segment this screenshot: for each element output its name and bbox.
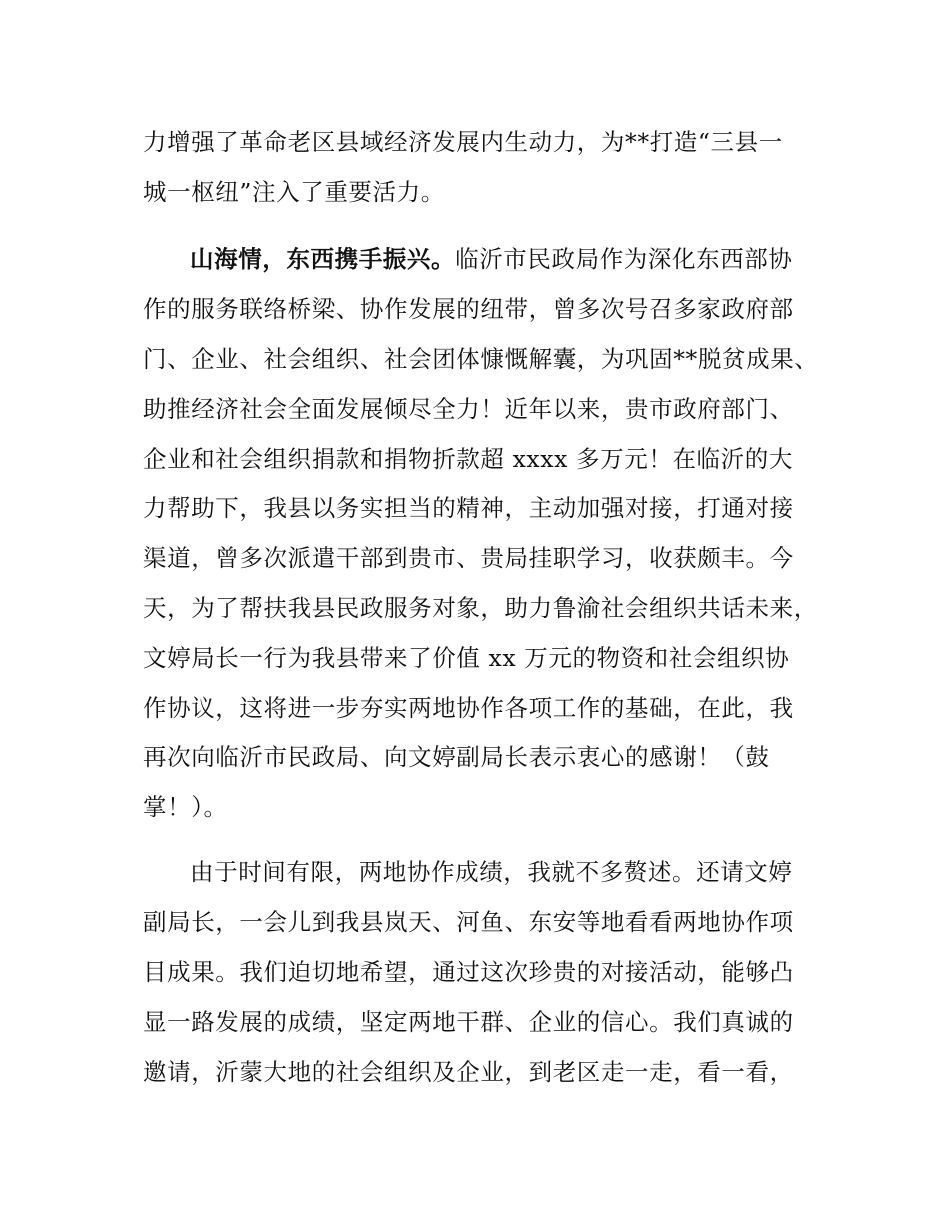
text-line: 目成果。我们迫切地希望，通过这次珍贵的对接活动，能够凸 [143,958,794,986]
text-line: 再次向临沂市民政局、向文婷副局长表示衷心的感谢！（鼓 [143,743,770,771]
text-line: 企业和社会组织捐款和捐物折款超 xxxx 多万元！在临沂的大 [143,445,793,473]
text-line: 作的服务联络桥梁、协作发展的纽带，曾多次号召多家政府部 [143,295,794,323]
text-line: 文婷局长一行为我县带来了价值 xx 万元的物资和社会组织协 [143,644,790,672]
text-line: 邀请，沂蒙大地的社会组织及企业，到老区走一走，看一看， [143,1058,794,1086]
text-line: 显一路发展的成绩，坚定两地干群、企业的信心。我们真诚的 [143,1008,794,1036]
text-line: 力帮助下，我县以务实担当的精神，主动加强对接，打通对接 [143,494,794,522]
text-line: 渠道，曾多次派遣干部到贵市、贵局挂职学习，收获颇丰。今 [143,544,794,572]
text-line: 作协议，这将进一步夯实两地协作各项工作的基础，在此，我 [143,694,794,722]
paragraph-heading: 山海情，东西携手振兴。 [190,245,456,273]
text-line: 由于时间有限，两地协作成绩，我就不多赘述。还请文婷 [190,858,793,886]
text-line: 力增强了革命老区县域经济发展内生动力，为**打造“三县一 [143,128,783,156]
text-line: 助推经济社会全面发展倾尽全力！近年以来，贵市政府部门、 [143,395,794,423]
text-line: 副局长，一会儿到我县岚天、河鱼、东安等地看看两地协作项 [143,908,794,936]
text-line: 门、企业、社会组织、社会团体慷慨解囊，为巩固**脱贫成果、 [143,345,819,373]
paragraph-lead-line [190,243,793,275]
text-line: 掌！）。 [143,793,228,821]
text-line: 天，为了帮扶我县民政服务对象，助力鲁渝社会组织共话未来， [143,594,818,622]
text-line: 城一枢纽”注入了重要活力。 [143,178,445,206]
text-line: 临沂市民政局作为深化东西部协 [455,245,793,273]
